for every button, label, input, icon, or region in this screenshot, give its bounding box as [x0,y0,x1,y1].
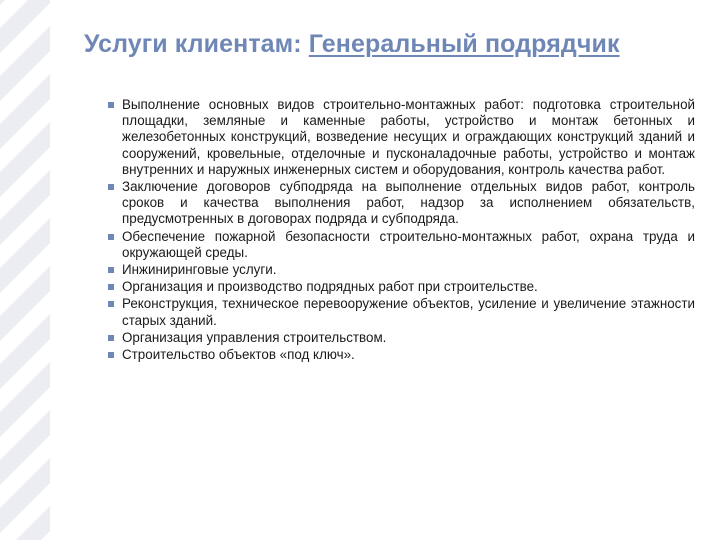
list-item: Организация и производство подрядных работ при строительстве. [108,279,695,295]
list-item: Обеспечение пожарной безопасности строительно-монтажных работ, охрана труда и окружающей среды. [108,229,695,261]
list-item: Организация управления строительством. [108,330,695,346]
list-item: Выполнение основных видов строительно-монтажных работ: подготовка строительной площадки, земляные и каменные работы, устройство и монтаж бетонных и железобетонных конструкций, возведение несущих и ограждающих конструкций зданий и сооружений, кровельные, отделочные и пусконаладочные работы, устройство и монтаж внутренних и наружных инженерных систем и оборудования, контроль качества работ. [108,97,695,178]
list-item: Инжиниринговые услуги. [108,262,695,278]
page-title [84,30,620,59]
list-item: Строительство объектов «под ключ». [108,347,695,363]
list-item: Реконструкция, техническое перевооружение объектов, усиление и увеличение этажности старых зданий. [108,296,695,328]
services-list [108,97,695,364]
list-item: Заключение договоров субподряда на выполнение отдельных видов работ, контроль сроков и качества выполнения работ, надзор за исполнением обязательств, предусмотренных в договорах подряда и субподряда. [108,179,695,228]
title-link[interactable]: Генеральный подрядчик [308,30,620,58]
title-prefix: Услуги клиентам: [84,30,309,58]
